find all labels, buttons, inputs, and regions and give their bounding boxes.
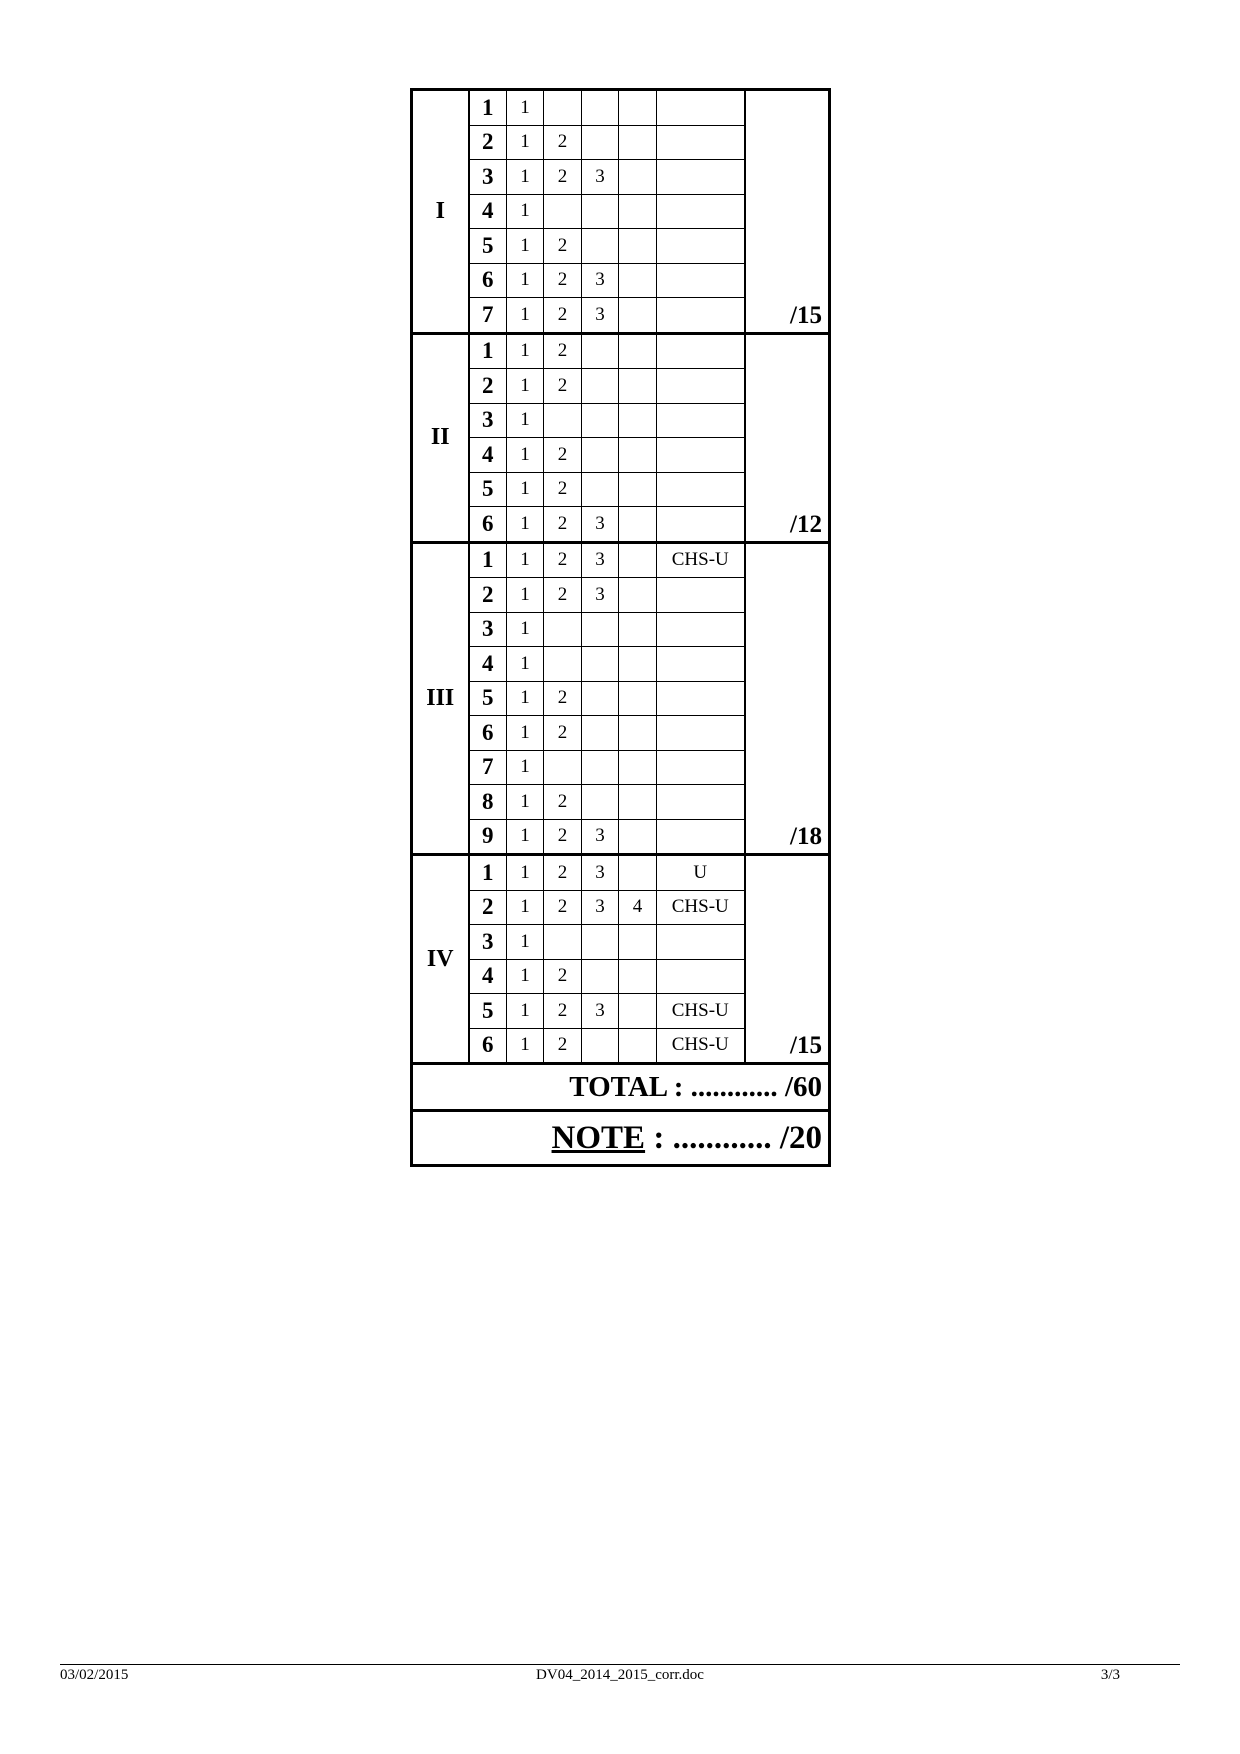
point-cell: 3 [582, 542, 619, 578]
grading-summary [412, 1064, 830, 1166]
skill-code-cell [657, 612, 745, 647]
skill-code-cell: CHS-U [657, 542, 745, 578]
question-number: 8 [469, 785, 507, 820]
point-cell [544, 750, 582, 785]
point-cell [582, 333, 619, 369]
point-cell: 2 [544, 716, 582, 751]
point-cell: 2 [544, 369, 582, 404]
question-number: 4 [469, 647, 507, 682]
skill-code-cell [657, 472, 745, 507]
question-number: 2 [469, 369, 507, 404]
question-number: 1 [469, 90, 507, 126]
point-cell: 1 [507, 403, 544, 438]
point-cell: 1 [507, 194, 544, 229]
section-label: II [412, 333, 469, 542]
point-cell: 3 [582, 890, 619, 925]
point-cell [619, 855, 657, 891]
skill-code-cell [657, 229, 745, 264]
question-row [412, 333, 830, 369]
footer-filename: DV04_2014_2015_corr.doc [536, 1667, 704, 1683]
skill-code-cell [657, 403, 745, 438]
point-cell: 1 [507, 472, 544, 507]
point-cell: 1 [507, 229, 544, 264]
question-row [412, 542, 830, 578]
point-cell: 1 [507, 160, 544, 195]
point-cell [582, 403, 619, 438]
point-cell [619, 194, 657, 229]
point-cell: 3 [582, 819, 619, 855]
point-cell: 1 [507, 994, 544, 1029]
point-cell: 1 [507, 333, 544, 369]
point-cell [544, 612, 582, 647]
total-row [412, 1064, 830, 1111]
point-cell [619, 298, 657, 334]
point-cell: 1 [507, 125, 544, 160]
point-cell: 1 [507, 681, 544, 716]
point-cell [582, 229, 619, 264]
point-cell: 4 [619, 890, 657, 925]
point-cell: 3 [582, 263, 619, 298]
point-cell [619, 959, 657, 994]
point-cell: 1 [507, 890, 544, 925]
section-label: IV [412, 855, 469, 1064]
point-cell: 2 [544, 578, 582, 613]
note-cell [412, 1111, 830, 1166]
question-number: 4 [469, 194, 507, 229]
question-number: 4 [469, 959, 507, 994]
point-cell [619, 578, 657, 613]
point-cell [582, 925, 619, 960]
point-cell: 2 [544, 994, 582, 1029]
point-cell: 1 [507, 750, 544, 785]
skill-code-cell [657, 785, 745, 820]
skill-code-cell [657, 819, 745, 855]
point-cell: 2 [544, 542, 582, 578]
point-cell: 1 [507, 438, 544, 473]
skill-code-cell: CHS-U [657, 890, 745, 925]
point-cell: 1 [507, 716, 544, 751]
point-cell [619, 785, 657, 820]
point-cell: 2 [544, 819, 582, 855]
point-cell: 1 [507, 263, 544, 298]
question-number: 9 [469, 819, 507, 855]
question-number: 6 [469, 507, 507, 543]
skill-code-cell [657, 194, 745, 229]
point-cell [582, 1028, 619, 1064]
point-cell: 2 [544, 125, 582, 160]
point-cell: 1 [507, 507, 544, 543]
skill-code-cell [657, 716, 745, 751]
point-cell [619, 819, 657, 855]
point-cell: 1 [507, 855, 544, 891]
grading-table [410, 88, 831, 1167]
question-number: 5 [469, 472, 507, 507]
skill-code-cell [657, 681, 745, 716]
skill-code-cell [657, 333, 745, 369]
skill-code-cell: CHS-U [657, 994, 745, 1029]
grading-body [412, 90, 830, 1064]
point-cell: 2 [544, 438, 582, 473]
section-label: III [412, 542, 469, 855]
note-label: NOTE [551, 1119, 646, 1156]
point-cell [619, 716, 657, 751]
note-max: /20 [779, 1119, 822, 1156]
question-number: 6 [469, 263, 507, 298]
skill-code-cell [657, 438, 745, 473]
footer-page-number: 3/3 [1100, 1667, 1120, 1683]
point-cell: 2 [544, 472, 582, 507]
point-cell [619, 647, 657, 682]
skill-code-cell [657, 125, 745, 160]
point-cell [544, 647, 582, 682]
point-cell [582, 472, 619, 507]
point-cell [619, 90, 657, 126]
question-number: 1 [469, 333, 507, 369]
point-cell: 2 [544, 785, 582, 820]
point-cell: 3 [582, 855, 619, 891]
point-cell: 1 [507, 925, 544, 960]
point-cell: 1 [507, 369, 544, 404]
point-cell [619, 472, 657, 507]
point-cell: 1 [507, 1028, 544, 1064]
point-cell [582, 959, 619, 994]
point-cell: 3 [582, 994, 619, 1029]
question-number: 3 [469, 612, 507, 647]
question-number: 5 [469, 229, 507, 264]
point-cell: 3 [582, 507, 619, 543]
section-score: /15 [745, 90, 830, 334]
question-row [412, 90, 830, 126]
skill-code-cell [657, 160, 745, 195]
point-cell: 2 [544, 507, 582, 543]
note-separator: : ............ [645, 1119, 780, 1156]
section-score: /12 [745, 333, 830, 542]
section-score: /15 [745, 855, 830, 1064]
skill-code-cell [657, 578, 745, 613]
skill-code-cell [657, 298, 745, 334]
question-number: 2 [469, 578, 507, 613]
point-cell [619, 229, 657, 264]
point-cell: 2 [544, 229, 582, 264]
point-cell [619, 403, 657, 438]
point-cell [582, 612, 619, 647]
point-cell [619, 438, 657, 473]
point-cell: 2 [544, 1028, 582, 1064]
point-cell [582, 750, 619, 785]
total-max: /60 [784, 1070, 822, 1103]
point-cell: 2 [544, 333, 582, 369]
point-cell [619, 681, 657, 716]
question-number: 3 [469, 160, 507, 195]
point-cell: 2 [544, 855, 582, 891]
note-row [412, 1111, 830, 1166]
skill-code-cell [657, 925, 745, 960]
point-cell: 1 [507, 785, 544, 820]
point-cell: 1 [507, 959, 544, 994]
point-cell: 2 [544, 298, 582, 334]
point-cell [619, 542, 657, 578]
point-cell: 2 [544, 263, 582, 298]
point-cell: 2 [544, 890, 582, 925]
question-number: 4 [469, 438, 507, 473]
question-number: 2 [469, 125, 507, 160]
point-cell [619, 160, 657, 195]
point-cell [582, 125, 619, 160]
point-cell: 1 [507, 647, 544, 682]
point-cell: 1 [507, 612, 544, 647]
footer-date: 03/02/2015 [60, 1667, 129, 1683]
skill-code-cell: U [657, 855, 745, 891]
point-cell [619, 333, 657, 369]
point-cell: 1 [507, 542, 544, 578]
skill-code-cell [657, 507, 745, 543]
point-cell [582, 90, 619, 126]
question-number: 2 [469, 890, 507, 925]
point-cell [619, 369, 657, 404]
question-number: 6 [469, 1028, 507, 1064]
point-cell [582, 785, 619, 820]
point-cell: 1 [507, 298, 544, 334]
skill-code-cell [657, 90, 745, 126]
question-number: 3 [469, 403, 507, 438]
point-cell [619, 750, 657, 785]
question-row [412, 855, 830, 891]
point-cell: 3 [582, 578, 619, 613]
point-cell [619, 507, 657, 543]
point-cell: 1 [507, 578, 544, 613]
total-separator: : ............ [666, 1070, 785, 1103]
question-number: 5 [469, 994, 507, 1029]
point-cell: 2 [544, 160, 582, 195]
skill-code-cell [657, 263, 745, 298]
point-cell [582, 438, 619, 473]
question-number: 7 [469, 298, 507, 334]
section-label: I [412, 90, 469, 334]
point-cell [544, 194, 582, 229]
point-cell [619, 125, 657, 160]
point-cell: 1 [507, 819, 544, 855]
skill-code-cell [657, 750, 745, 785]
footer-divider [60, 1664, 1180, 1665]
point-cell [619, 612, 657, 647]
question-number: 1 [469, 542, 507, 578]
total-label: TOTAL [569, 1070, 667, 1103]
question-number: 1 [469, 855, 507, 891]
point-cell [619, 263, 657, 298]
point-cell: 2 [544, 681, 582, 716]
question-number: 6 [469, 716, 507, 751]
question-number: 5 [469, 681, 507, 716]
skill-code-cell [657, 647, 745, 682]
point-cell [582, 716, 619, 751]
point-cell [544, 403, 582, 438]
skill-code-cell [657, 959, 745, 994]
point-cell: 3 [582, 160, 619, 195]
section-score: /18 [745, 542, 830, 855]
point-cell [544, 90, 582, 126]
point-cell [582, 681, 619, 716]
point-cell: 2 [544, 959, 582, 994]
skill-code-cell [657, 369, 745, 404]
question-number: 7 [469, 750, 507, 785]
point-cell [619, 994, 657, 1029]
point-cell: 1 [507, 90, 544, 126]
question-number: 3 [469, 925, 507, 960]
point-cell [582, 194, 619, 229]
point-cell [619, 1028, 657, 1064]
point-cell: 3 [582, 298, 619, 334]
total-cell [412, 1064, 830, 1111]
skill-code-cell: CHS-U [657, 1028, 745, 1064]
point-cell [544, 925, 582, 960]
point-cell [619, 925, 657, 960]
point-cell [582, 647, 619, 682]
point-cell [582, 369, 619, 404]
